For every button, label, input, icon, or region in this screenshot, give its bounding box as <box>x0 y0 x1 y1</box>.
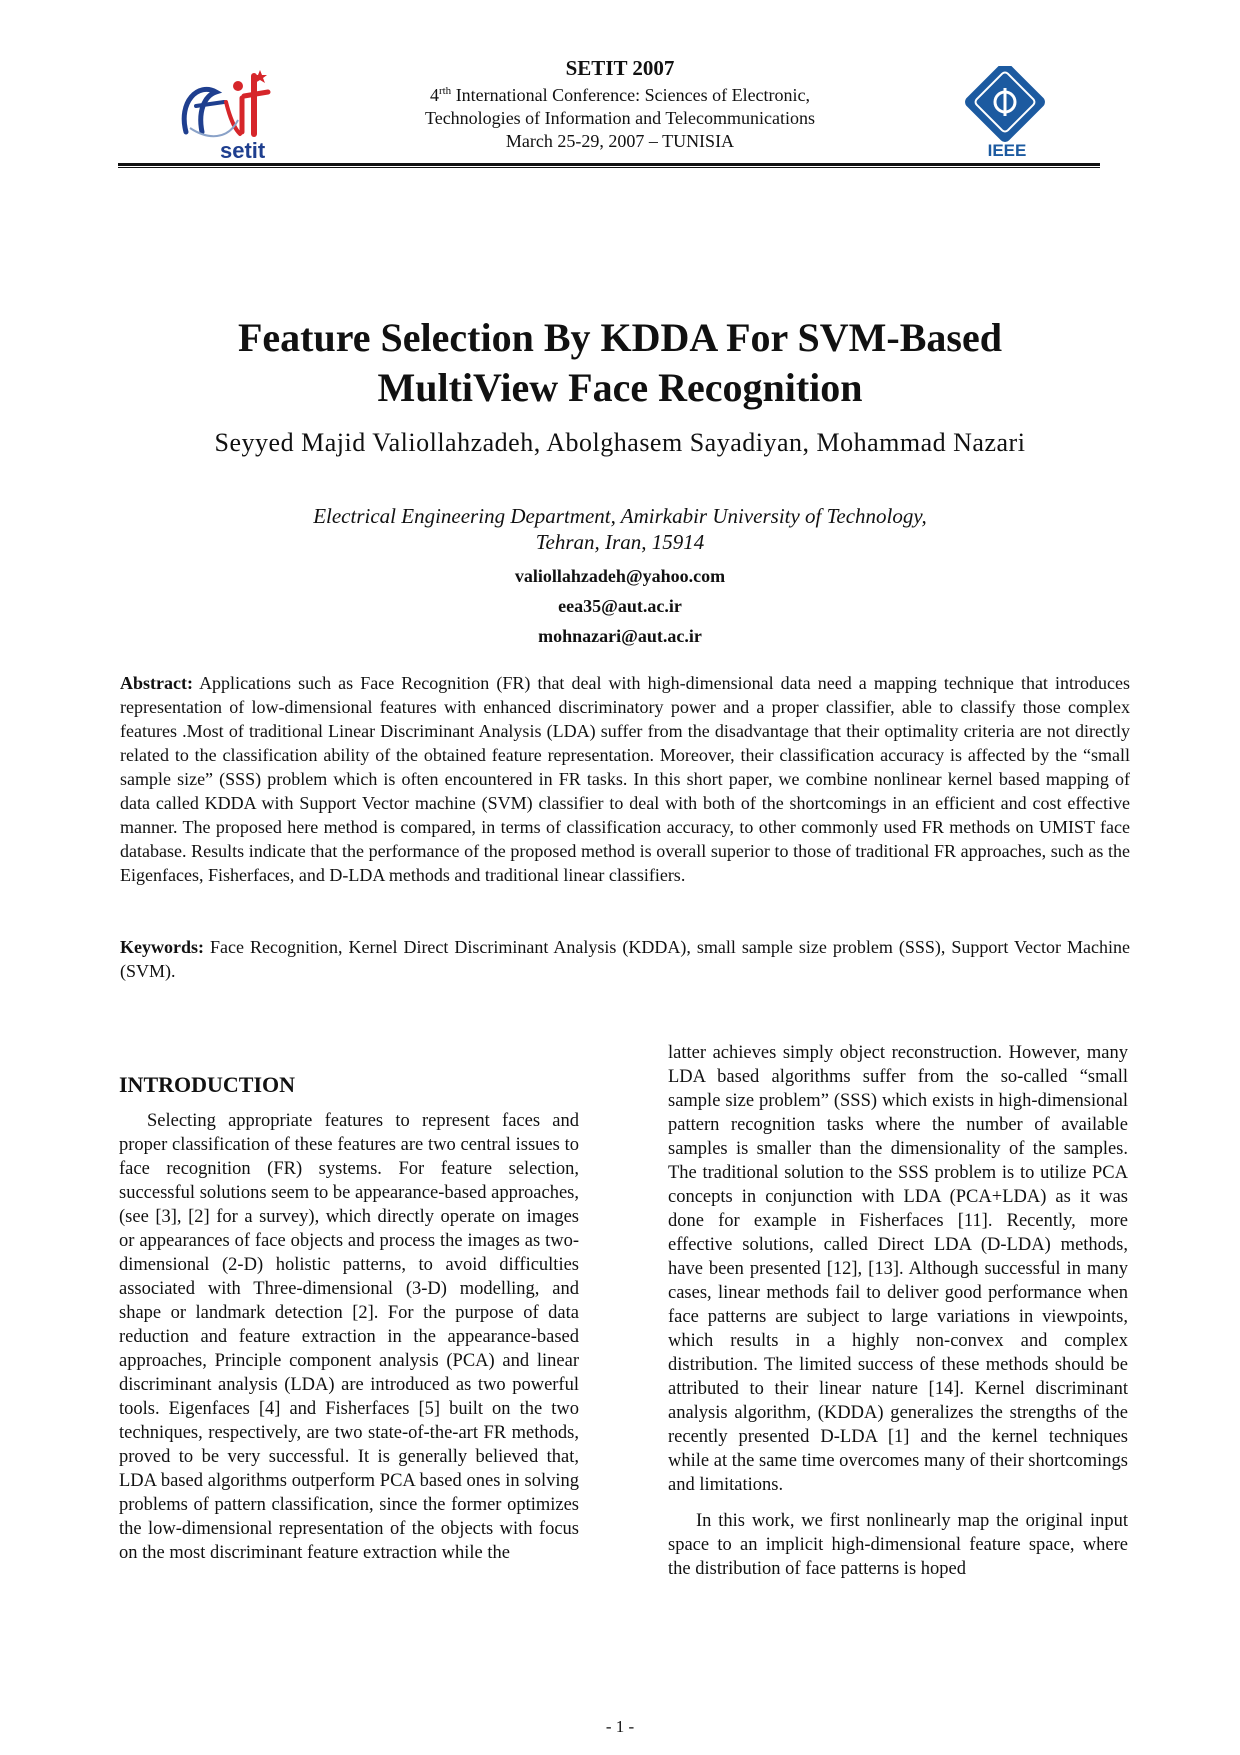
keywords-label: Keywords: <box>120 937 204 957</box>
author-email-1[interactable]: valiollahzadeh@yahoo.com <box>514 566 726 586</box>
paper-title <box>120 313 1120 413</box>
author-email-3[interactable]: mohnazari@aut.ac.ir <box>538 626 702 646</box>
section-heading-introduction: INTRODUCTION <box>119 1072 296 1097</box>
keywords <box>120 935 1130 983</box>
abstract-label: Abstract: <box>120 673 193 693</box>
conference-dates: March 25-29, 2007 – TUNISIA <box>505 131 735 151</box>
abstract-text: Applications such as Face Recognition (FR) that deal with high-dimensional data need a mapping technique that introduces representation of low-dimensional features with enhanced discriminatory power and a proper classifier, able to classify those complex features .Most of traditional Linear Discriminant Analysis (LDA) suffer from the disadvantage that their optimality criteria are not directly related to the classification ability of the obtained feature representation. Moreover, their classification accuracy is affected by the “small sample size” (SSS) problem which is often encountered in FR tasks. In this short paper, we combine nonlinear kernel based mapping of data called KDDA with Support Vector machine (SVM) classifier to deal with both of the shortcomings in an efficient and cost effective manner. The proposed here method is compared, in terms of classification accuracy, to other commonly used FR methods on UMIST face database. Results indicate that the performance of the proposed method is overall superior to those of traditional FR approaches, such as the Eigenfaces, Fisherfaces, and D-LDA methods and traditional linear classifiers. <box>120 673 1130 885</box>
left-column <box>119 1109 579 1565</box>
conference-line2: Technologies of Information and Telecommunications <box>424 108 816 128</box>
ieee-logo-text: IEEE <box>987 141 1027 160</box>
keywords-text: Face Recognition, Kernel Direct Discriminant Analysis (KDDA), small sample size problem (SSS), Support Vector Machine (SVM). <box>120 937 1130 981</box>
paper-title-line2: MultiView Face Recognition <box>377 365 863 410</box>
conference-line1-text: International Conference: Sciences of Electronic, <box>451 85 811 105</box>
paper-authors: Seyyed Majid Valiollahzadeh, Abolghasem Sayadiyan, Mohammad Nazari <box>214 428 1026 457</box>
author-email-2[interactable]: eea35@aut.ac.ir <box>558 596 682 616</box>
conference-name: SETIT 2007 <box>565 56 675 80</box>
paper-title-line1: Feature Selection By KDDA For SVM-Based <box>237 315 1002 360</box>
abstract <box>120 671 1130 887</box>
intro-paragraph-3: In this work, we first nonlinearly map the original input space to an implicit high-dimensional feature space, where the distribution of face patterns is hoped <box>668 1511 1128 1579</box>
right-column <box>668 1041 1128 1581</box>
setit-logo-text: setit <box>220 138 266 162</box>
setit-logo <box>168 62 288 162</box>
affiliation-line1: Electrical Engineering Department, Amirkabir University of Technology, <box>313 504 927 528</box>
affiliation-line2: Tehran, Iran, 15914 <box>535 530 705 554</box>
header-divider <box>118 163 1100 168</box>
intro-paragraph-2: latter achieves simply object reconstruction. However, many LDA based algorithms suffer from the so-called “small sample size problem” (SSS) which exists in high-dimensional pattern recognition tasks where the number of available samples is smaller than the dimensionality of the samples. The traditional solution to the SSS problem is to utilize PCA concepts in conjunction with LDA (PCA+LDA) as it was done for example in Fisherfaces [11]. Recently, more effective solutions, called Direct LDA (D-LDA) methods, have been presented [12], [13]. Although successful in many cases, linear methods fail to deliver good performance when face patterns are subject to large variations in viewpoints, which results in a highly non-convex and complex distribution. The limited success of these methods should be attributed to their linear nature [14]. Kernel discriminant analysis algorithm, (KDDA) generalizes the strengths of the recently presented D-LDA [1] and the kernel techniques while at the same time overcomes many of their shortcomings and limitations. <box>668 1043 1128 1495</box>
conference-ordinal: 4 <box>429 85 439 105</box>
conference-header <box>290 56 950 153</box>
author-affiliation <box>200 503 1040 555</box>
page-number: - 1 - <box>605 1717 635 1736</box>
conference-line1 <box>290 80 950 107</box>
conference-ordinal-sup: rth <box>438 85 452 97</box>
ieee-logo <box>965 66 1049 162</box>
intro-paragraph-1: Selecting appropriate features to represent faces and proper classification of these features are two central issues to face recognition (FR) systems. For feature selection, successful solutions seem to be appearance-based approaches, (see [3], [2] for a survey), which directly operate on images or appearances of face objects and process the images as two-dimensional (2-D) holistic patterns, to avoid difficulties associated with Three-dimensional (3-D) modelling, and shape or landmark detection [2]. For the purpose of data reduction and feature extraction in the appearance-based approaches, Principle component analysis (PCA) and linear discriminant analysis (LDA) are introduced as two powerful tools. Eigenfaces [4] and Fisherfaces [5] built on the two techniques, respectively, are two state-of-the-art FR methods, proved to be very successful. It is generally believed that, LDA based algorithms outperform PCA based ones in solving problems of pattern classification, since the former optimizes the low-dimensional representation of the objects with focus on the most discriminant feature extraction while the <box>119 1111 579 1563</box>
